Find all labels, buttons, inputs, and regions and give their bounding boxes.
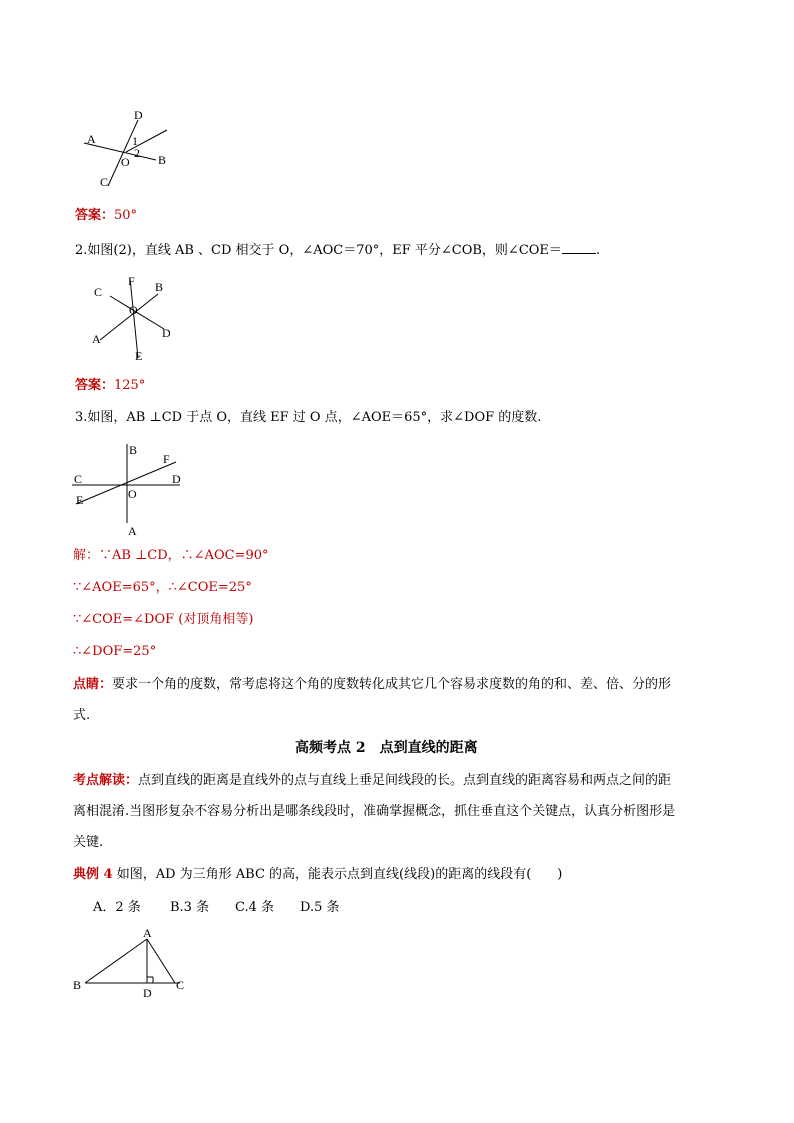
answer-blank [562,241,596,254]
figure-perpendicular-lines [72,440,187,537]
option-c: C.4 条 [235,900,275,915]
label-d: D [134,108,143,122]
segment-ac [147,939,175,983]
label-e: E [135,349,143,363]
question-2 [75,241,600,259]
analysis-line-3: 关键. [73,835,104,850]
label-a: A [92,332,101,346]
line-ab [100,294,158,340]
figure-intersecting-lines-2 [88,274,183,364]
solution-line-2: ∵∠AOE=65°，∴∠COE=25° [73,580,252,595]
label-a: A [128,524,137,537]
answer-1 [75,208,137,224]
question-2-text: 2.如图(2)，直线 AB 、CD 相交于 O，∠AOC＝70°，EF 平分∠COB，则∠COE＝ [75,243,562,258]
label-d: D [172,472,181,486]
label-b: B [155,280,164,294]
label-o: O [121,155,130,169]
question-2-end: . [595,243,601,258]
analysis-label: 考点解读： [73,773,139,788]
analysis-text: 点到直线的距离是直线外的点与直线上垂足间线段的长。点到直线的距离容易和两点之间的距 [138,773,672,788]
label-c: C [100,175,109,189]
option-a: A．2 条 [93,900,141,915]
label-o: O [129,303,138,317]
answer-value: 50° [114,208,138,223]
line-ef [76,462,176,504]
question-3: 3.如图，AB ⊥CD 于点 O，直线 EF 过 O 点，∠AOE＝65°，求∠DOF 的度数. [75,410,542,425]
option-d: D.5 条 [300,900,340,915]
label-b: B [73,978,82,992]
example-label: 典例 4 [73,867,113,882]
answer-label: 答案： [75,378,115,393]
example-text-end: ) [557,867,563,882]
solution-line-1: 解：∵AB ⊥CD，∴∠AOC=90° [73,548,269,563]
solution-line-4: ∴∠DOF=25° [73,644,157,659]
label-b: B [129,443,138,457]
example-4 [73,867,562,883]
analysis-line-2: 离相混淆.当图形复杂不容易分析出是哪条线段时，准确掌握概念，抓住垂直这个关键点，认真分析图形是 [73,804,676,819]
figure-intersecting-lines-1 [80,108,190,190]
label-o: O [128,487,137,501]
answer-value: 125° [114,378,146,393]
label-a: A [143,926,152,940]
tip-label: 点睛： [73,677,113,692]
example-text: 如图，AD 为三角形 ABC 的高，能表示点到直线(线段)的距离的线段有( [112,867,532,882]
label-c: C [94,285,103,299]
label-e: E [76,493,84,507]
solution-line-3: ∵∠COE=∠DOF (对顶角相等) [73,612,254,627]
label-b: B [158,153,167,167]
label-d: D [143,986,152,1000]
label-a: A [87,132,96,146]
line-ef [130,278,138,358]
label-angle-1: 1 [132,134,138,148]
label-c: C [74,472,83,486]
label-c: C [176,978,185,992]
label-f: F [128,274,135,288]
segment-ab [85,939,147,983]
label-angle-2: 2 [134,146,140,160]
section-title: 高频考点 2 点到直线的距离 [295,740,478,756]
analysis-line-1 [73,773,671,789]
answer-2 [75,378,145,394]
figure-triangle-abc [70,925,190,1003]
tip-line-1 [73,677,671,693]
tip-line-2: 式. [73,708,91,723]
label-d: D [162,326,171,340]
label-f: F [163,452,170,466]
option-b: B.3 条 [170,900,210,915]
tip-text: 要求一个角的度数，常考虑将这个角的度数转化成其它几个容易求度数的角的和、差、倍、分的形 [112,677,672,692]
answer-label: 答案： [75,208,115,223]
